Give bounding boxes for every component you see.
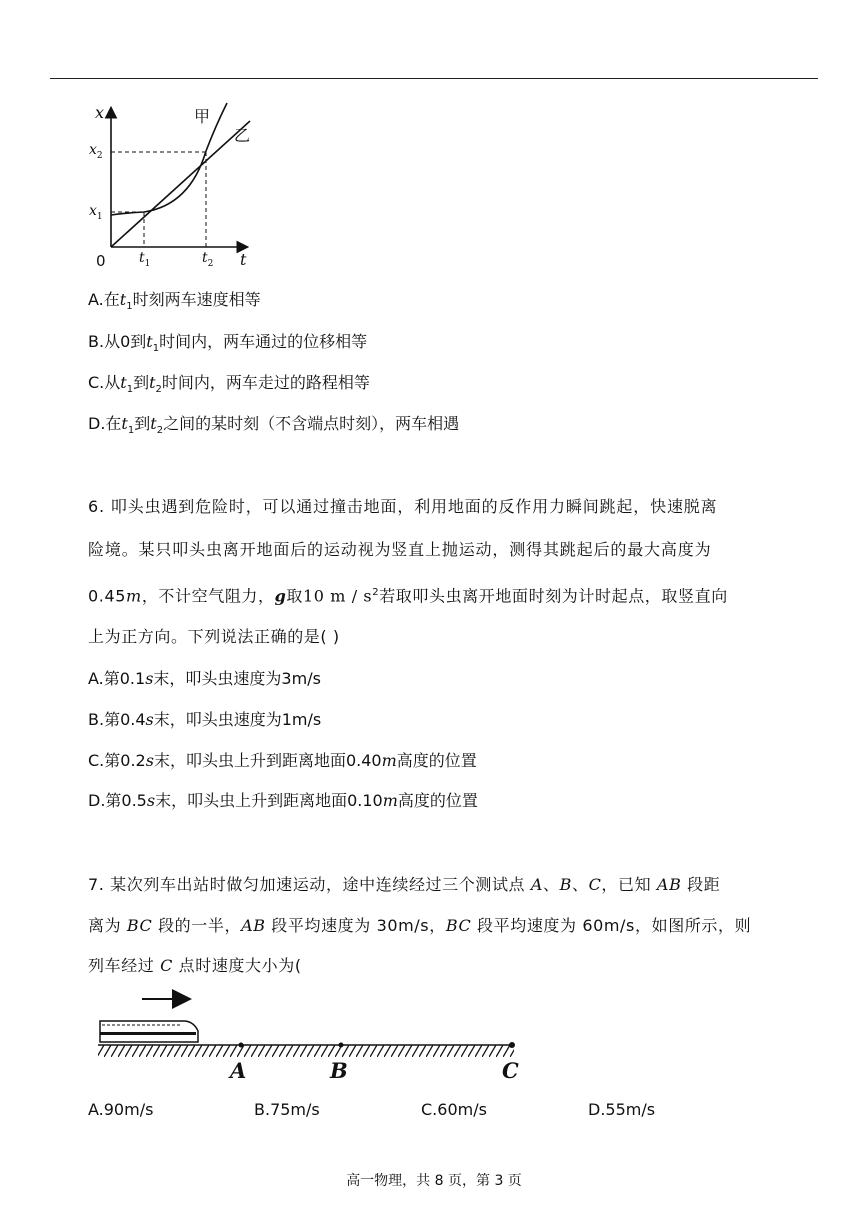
graph-x-label: t bbox=[240, 250, 247, 269]
q6-option-b: B.第0.4s末，叩头虫速度为1m/s bbox=[88, 710, 322, 729]
q5-option-c: C.从$t_1$到$t_2$时间内，两车走过的路程相等 bbox=[88, 373, 370, 396]
q5-option-a: A.在$t_1$时刻两车速度相等 bbox=[88, 290, 261, 313]
point-b-dot bbox=[339, 1043, 344, 1048]
point-c-dot bbox=[509, 1042, 515, 1048]
q6-stem-line1: 6. 叩头虫遇到危险时，可以通过撞击地面，利用地面的反作用力瞬间跳起，快速脱离 bbox=[88, 497, 718, 516]
q7-option-c: C.60m/s bbox=[421, 1100, 487, 1119]
q7-stem-line3: 列车经过 C 点时速度大小为( bbox=[88, 956, 302, 975]
point-b-label: B bbox=[330, 1058, 348, 1083]
q7-option-b: B.75m/s bbox=[254, 1100, 320, 1119]
point-a-dot bbox=[239, 1043, 244, 1048]
graph-x1-label: $x_1$ bbox=[89, 203, 103, 222]
graph-label-jia: 甲 bbox=[194, 107, 211, 126]
graph-label-yi: 乙 bbox=[234, 126, 251, 145]
q7-stem-line2: 离为 BC 段的一半，AB 段平均速度为 30m/s，BC 段平均速度为 60m/s，如图所示，则 bbox=[88, 916, 752, 935]
graph-x2-label: $x_2$ bbox=[89, 142, 103, 161]
ground-hatch bbox=[98, 1045, 514, 1057]
q6-option-a: A.第0.1s末，叩头虫速度为3m/s bbox=[88, 669, 321, 688]
page-footer: 高一物理，共 8 页，第 3 页 bbox=[346, 1173, 522, 1189]
q5-option-b: B.从0到$t_1$时间内，两车通过的位移相等 bbox=[88, 332, 368, 355]
graph-t1-label: $t_1$ bbox=[139, 250, 151, 269]
q6-stem-line2: 险境。某只叩头虫离开地面后的运动视为竖直上抛运动，测得其跳起后的最大高度为 bbox=[88, 540, 712, 559]
train-icon bbox=[100, 1021, 198, 1042]
q5-option-d: D.在$t_1$到$t_2$之间的某时刻（不含端点时刻），两车相遇 bbox=[88, 414, 460, 437]
point-a-label: A bbox=[230, 1058, 247, 1083]
q6-option-c: C.第0.2s末，叩头虫上升到距离地面0.40m高度的位置 bbox=[88, 751, 477, 770]
q6-stem-line3: 0.45m，不计空气阻力，g取10 m / $s^2$若取叩头虫离开地面时刻为计时起点，取竖直向 bbox=[88, 586, 728, 606]
q6-stem-line4: 上为正方向。下列说法正确的是( ) bbox=[88, 627, 340, 646]
graph-origin: 0 bbox=[96, 252, 106, 270]
q7-option-d: D.55m/s bbox=[588, 1100, 656, 1119]
graph-y-label: x bbox=[95, 103, 105, 122]
graph-t2-label: $t_2$ bbox=[202, 250, 214, 269]
header-rule bbox=[50, 78, 818, 79]
line-yi bbox=[111, 121, 250, 247]
q6-option-d: D.第0.5s末，叩头虫上升到距离地面0.10m高度的位置 bbox=[88, 791, 478, 810]
q7-stem-line1: 7. 某次列车出站时做匀加速运动，途中连续经过三个测试点 A、B、C，已知 AB 段距 bbox=[88, 875, 721, 894]
point-c-label: C bbox=[502, 1058, 519, 1083]
q7-option-a: A.90m/s bbox=[88, 1100, 154, 1119]
xt-graph bbox=[80, 95, 270, 275]
train-track-figure bbox=[90, 985, 530, 1065]
